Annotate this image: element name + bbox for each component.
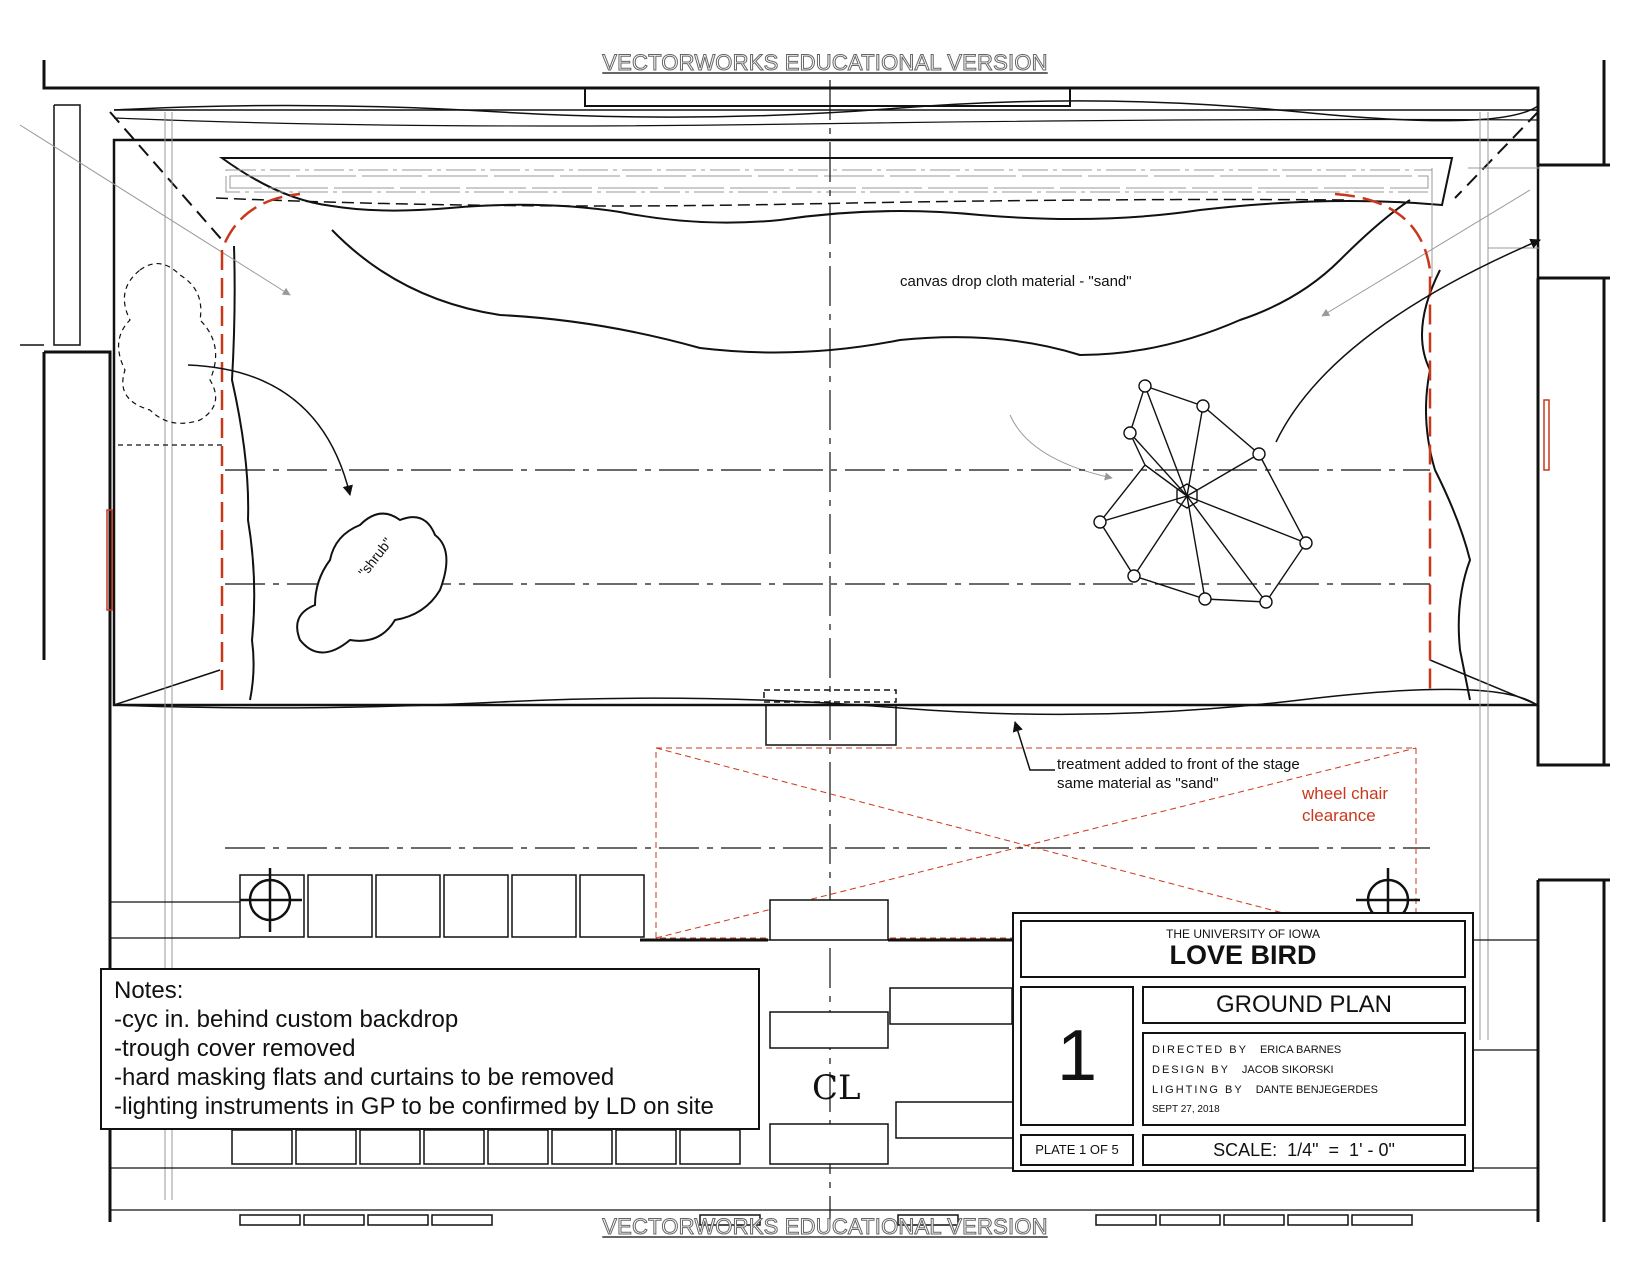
scale: SCALE: 1/4" = 1' - 0" [1213, 1140, 1395, 1160]
title-block [1012, 912, 1474, 1172]
wheelchair-label-line1: wheel chair [1302, 784, 1388, 803]
lighting-credit [1152, 1080, 1456, 1100]
treatment-arrow [1015, 722, 1055, 770]
shrub [297, 514, 446, 653]
shrub-label: "shrub" [355, 534, 396, 580]
plate-number-cell [1020, 986, 1134, 1126]
centerline-symbol: CL [812, 1068, 861, 1108]
notes-heading: Notes: [114, 977, 184, 1004]
plate-number: 1 [1056, 1016, 1098, 1096]
notes-item: -lighting instruments in GP to be confirmed by LD on site [114, 1093, 714, 1120]
notes-item: -hard masking flats and curtains to be removed [114, 1064, 615, 1091]
parasol [1094, 380, 1312, 608]
notes-box [100, 968, 760, 1130]
director-name: ERICA BARNES [1259, 1044, 1342, 1056]
drawing-title: GROUND PLAN [1215, 991, 1393, 1018]
date: SEPT 27, 2018 [1152, 1104, 1220, 1115]
watermark-top: VECTORWORKS EDUCATIONAL VERSION [602, 50, 1048, 75]
shrub-arrow [188, 365, 350, 495]
plate-count-cell [1020, 1134, 1134, 1166]
hidden-shrub-outline [118, 264, 222, 445]
watermark-bottom: VECTORWORKS EDUCATIONAL VERSION [602, 1214, 1048, 1239]
plate-count: PLATE 1 OF 5 [1035, 1142, 1119, 1157]
wheelchair-label-line2: clearance [1302, 806, 1376, 825]
director-credit [1152, 1040, 1456, 1060]
notes-item: -trough cover removed [114, 1035, 356, 1062]
drawing-title-cell [1142, 986, 1466, 1024]
treatment-label-line2: same material as "sand" [1057, 775, 1219, 792]
scale-cell [1142, 1134, 1466, 1166]
lighting-label: LIGHTING BY [1152, 1084, 1244, 1096]
canvas-drop-cloth-label: canvas drop cloth material - "sand" [900, 273, 1132, 290]
production-cell [1020, 920, 1466, 978]
designer-credit [1152, 1060, 1456, 1080]
treatment-label-line1: treatment added to front of the stage [1057, 756, 1300, 773]
designer-name: JACOB SIKORSKI [1241, 1064, 1334, 1076]
notes-item: -cyc in. behind custom backdrop [114, 1006, 459, 1033]
designer-label: DESIGN BY [1152, 1064, 1230, 1076]
institution: THE UNIVERSITY OF IOWA [1165, 927, 1320, 941]
credits-cell [1142, 1032, 1466, 1126]
lighting-name: DANTE BENJEGERDES [1255, 1084, 1378, 1096]
director-label: DIRECTED BY [1152, 1044, 1248, 1056]
production-title: LOVE BIRD [1169, 940, 1317, 970]
parasol-arrow [1276, 240, 1540, 442]
